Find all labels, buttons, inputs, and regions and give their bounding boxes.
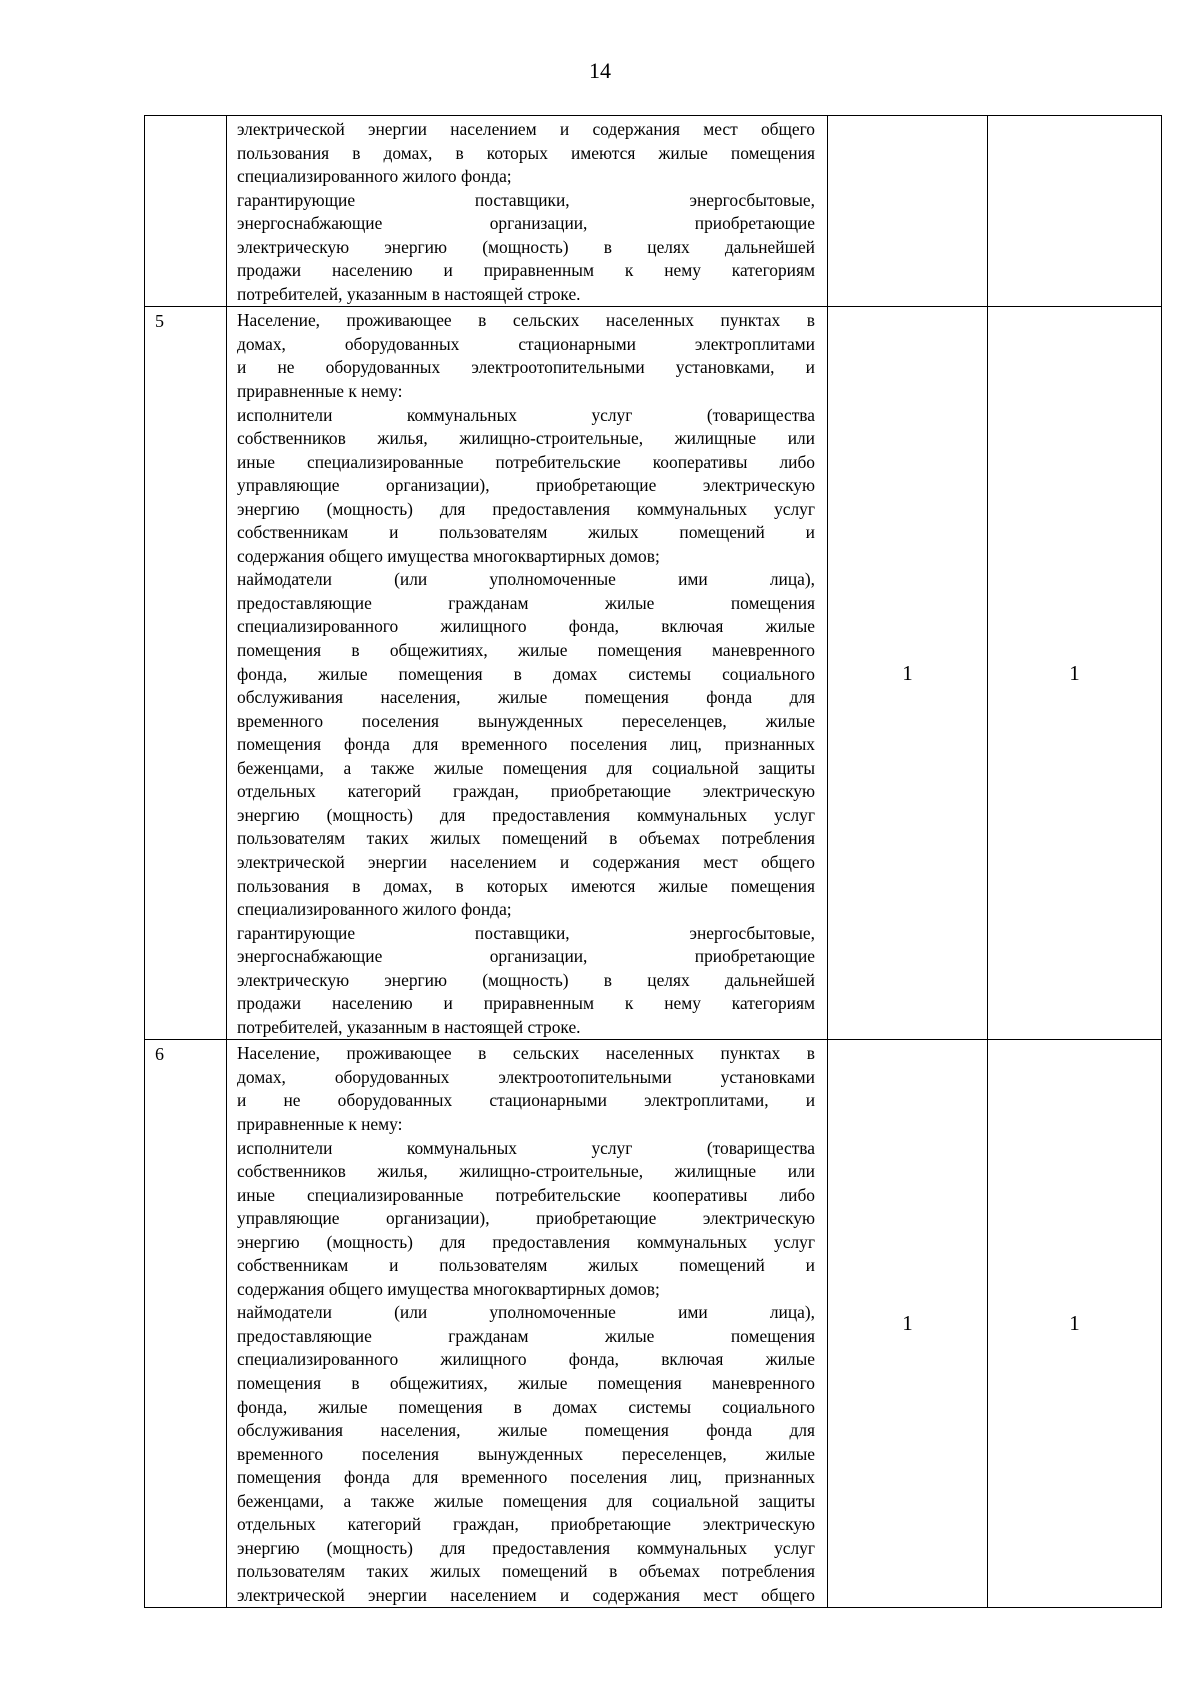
description-line: специализированного жилого фонда; [237,899,512,920]
description-line: Население, проживающее в сельских населенных пунктах в [237,310,815,331]
description-line: помещения фонда для временного поселения лиц, признанных [237,1467,815,1488]
row-value-2-cell: 1 [988,1040,1162,1608]
row-value-2-cell [988,116,1162,307]
description-line: собственников жилья, жилищно-строительные, жилищные или [237,1161,815,1182]
description-line: собственникам и пользователям жилых помещений и [237,522,815,543]
description-line: предоставляющие гражданам жилые помещения [237,1325,815,1346]
description-line: помещения в общежитиях, жилые помещения маневренного [237,1372,815,1393]
description-line: собственников жилья, жилищно-строительные, жилищные или [237,428,815,449]
description-line: предоставляющие гражданам жилые помещения [237,592,815,613]
page-number: 14 [589,58,611,83]
row-value-1-cell [828,116,988,307]
description-line: иные специализированные потребительские кооперативы либо [237,451,815,472]
description-line: гарантирующие поставщики, энергосбытовые, [237,189,815,210]
description-line: гарантирующие поставщики, энергосбытовые, [237,922,815,943]
description-line: энергию (мощность) для предоставления коммунальных услуг [237,498,815,519]
description-line: содержания общего имущества многоквартирных домов; [237,1278,660,1299]
description-line: собственникам и пользователям жилых помещений и [237,1255,815,1276]
description-line: домах, оборудованных электроотопительными установками [237,1066,815,1087]
description-line: фонда, жилые помещения в домах системы социального [237,663,815,684]
description-line: управляющие организации), приобретающие электрическую [237,475,815,496]
description-line: исполнители коммунальных услуг (товарищества [237,1137,815,1158]
description-line: пользования в домах, в которых имеются жилые помещения [237,875,815,896]
description-line: специализированного жилого фонда; [237,166,512,187]
row-number-cell [145,116,227,307]
row-number-cell: 6 [145,1040,227,1608]
row-value-1-cell: 1 [828,307,988,1040]
description-line: пользования в домах, в которых имеются жилые помещения [237,142,815,163]
description-line: пользователям таких жилых помещений в объемах потребления [237,828,815,849]
description-line: управляющие организации), приобретающие электрическую [237,1208,815,1229]
row-description-cell [227,1040,828,1608]
description-line: домах, оборудованных стационарными электроплитами [237,333,815,354]
description-line: временного поселения вынужденных переселенцев, жилые [237,1443,815,1464]
description-line: обслуживания населения, жилые помещения фонда для [237,1420,815,1441]
description-line: наймодатели (или уполномоченные ими лица), [237,1302,815,1323]
description-line: приравненные к нему: [237,1113,403,1134]
table-row [145,116,1162,307]
description-line: электрической энергии населением и содержания мест общего [237,851,815,872]
description-line: и не оборудованных стационарными электроплитами, и [237,1090,815,1111]
description-line: иные специализированные потребительские кооперативы либо [237,1184,815,1205]
description-line: помещения фонда для временного поселения лиц, признанных [237,734,815,755]
row-description-cell [227,307,828,1040]
description-line: помещения в общежитиях, жилые помещения маневренного [237,640,815,661]
description-line: беженцами, а также жилые помещения для социальной защиты [237,1490,815,1511]
description-line: отдельных категорий граждан, приобретающие электрическую [237,781,815,802]
row-value-1-cell: 1 [828,1040,988,1608]
description-line: продажи населению и приравненным к нему категориям [237,993,815,1014]
row-value-2-cell: 1 [988,307,1162,1040]
description-line: потребителей, указанным в настоящей строке. [237,283,581,304]
description-line: и не оборудованных электроотопительными установками, и [237,357,815,378]
description-line: временного поселения вынужденных переселенцев, жилые [237,710,815,731]
description-line: энергоснабжающие организации, приобретающие [237,213,815,234]
description-line: приравненные к нему: [237,381,403,402]
description-line: электрической энергии населением и содержания мест общего [237,119,815,139]
description-line: энергию (мощность) для предоставления коммунальных услуг [237,804,815,825]
description-line: Население, проживающее в сельских населенных пунктах в [237,1043,815,1064]
description-line: пользователям таких жилых помещений в объемах потребления [237,1561,815,1582]
description-line: содержания общего имущества многоквартирных домов; [237,545,660,566]
description-line: специализированного жилищного фонда, включая жилые [237,1349,815,1370]
table-row [145,1040,1162,1608]
description-line: энергию (мощность) для предоставления коммунальных услуг [237,1231,815,1252]
table-row [145,307,1162,1040]
description-line: электрическую энергию (мощность) в целях дальнейшей [237,969,815,990]
description-line: отдельных категорий граждан, приобретающие электрическую [237,1514,815,1535]
description-line: энергоснабжающие организации, приобретающие [237,946,815,967]
description-line: беженцами, а также жилые помещения для социальной защиты [237,757,815,778]
row-description-cell [227,116,828,307]
description-line: обслуживания населения, жилые помещения фонда для [237,687,815,708]
description-line: энергию (мощность) для предоставления коммунальных услуг [237,1537,815,1558]
description-line: наймодатели (или уполномоченные ими лица), [237,569,815,590]
description-line: продажи населению и приравненным к нему категориям [237,260,815,281]
row-number-cell: 5 [145,307,227,1040]
description-line: исполнители коммунальных услуг (товарищества [237,404,815,425]
description-line: потребителей, указанным в настоящей строке. [237,1016,581,1037]
description-line: специализированного жилищного фонда, включая жилые [237,616,815,637]
tariff-table [144,115,1162,1608]
description-line: электрическую энергию (мощность) в целях дальнейшей [237,236,815,257]
description-line: фонда, жилые помещения в домах системы социального [237,1396,815,1417]
description-line: электрической энергии населением и содержания мест общего [237,1584,815,1605]
